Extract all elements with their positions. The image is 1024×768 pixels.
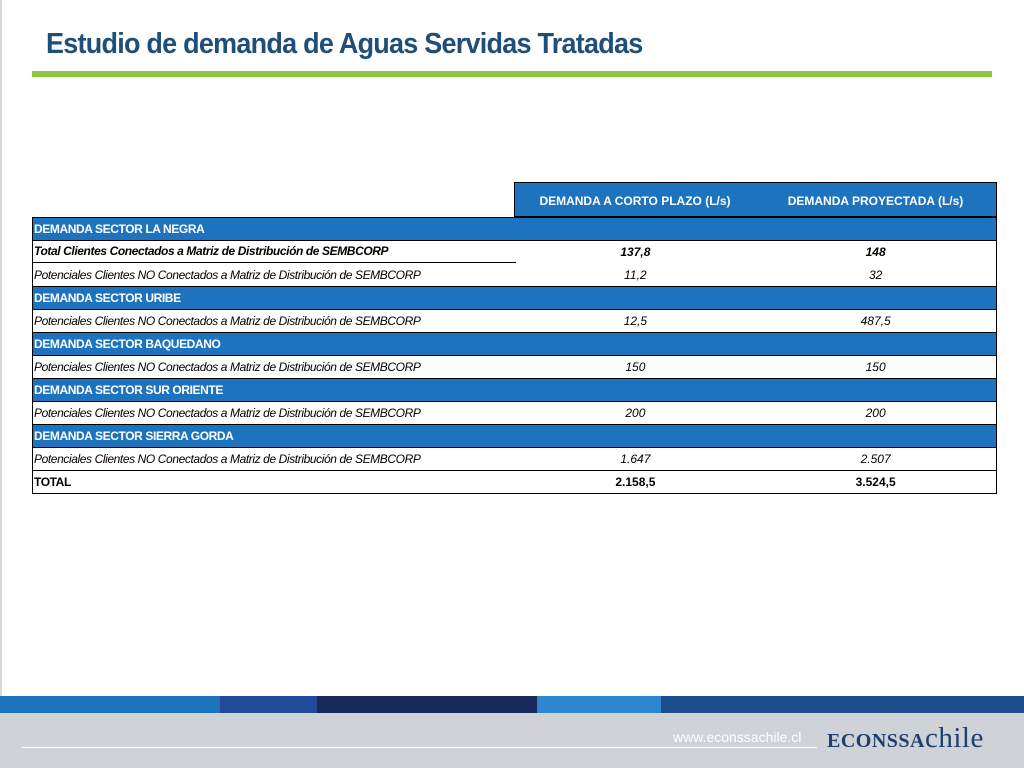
projected-value: 150 <box>865 360 886 374</box>
section-row-la-negra <box>33 217 996 240</box>
title-underline <box>32 71 992 77</box>
short-term-value: 137,8 <box>620 245 651 259</box>
section-row-baquedano <box>33 332 996 355</box>
slide-title: Estudio de demanda de Aguas Servidas Tratadas <box>46 28 643 60</box>
website-link[interactable]: www.econssachile.cl <box>673 729 802 745</box>
row-label: Potenciales Clientes NO Conectados a Matriz de Distribución de SEMBCORP <box>34 406 421 420</box>
projected-value: 148 <box>865 245 886 259</box>
short-term-total: 2.158,5 <box>615 475 656 489</box>
slide-left-edge <box>0 0 2 700</box>
footer-stripe <box>0 696 220 713</box>
table-row <box>33 401 996 424</box>
short-term-value: 200 <box>625 406 646 420</box>
table-row <box>33 240 996 263</box>
projected-total: 3.524,5 <box>855 475 896 489</box>
table-row <box>33 447 996 470</box>
row-label: Potenciales Clientes NO Conectados a Matriz de Distribución de SEMBCORP <box>34 314 421 328</box>
row-label: Total Clientes Conectados a Matriz de Distribución de SEMBCORP <box>33 241 516 263</box>
projected-value: 32 <box>868 268 883 282</box>
row-label: Potenciales Clientes NO Conectados a Matriz de Distribución de SEMBCORP <box>34 360 421 374</box>
table-row <box>33 309 996 332</box>
projected-value: 200 <box>865 406 886 420</box>
footer-divider <box>22 747 817 748</box>
row-label: TOTAL <box>34 475 71 489</box>
header-short-term-demand: DEMANDA A CORTO PLAZO (L/s) <box>539 194 731 208</box>
table-row <box>33 355 996 378</box>
header-projected-demand: DEMANDA PROYECTADA (L/s) <box>787 194 964 208</box>
row-label: DEMANDA SECTOR SIERRA GORDA <box>34 429 234 443</box>
row-label: DEMANDA SECTOR SUR ORIENTE <box>34 383 223 397</box>
section-row-sierra-gorda <box>33 424 996 447</box>
table-row <box>33 263 996 286</box>
section-row-sur-oriente <box>33 378 996 401</box>
row-label: Potenciales Clientes NO Conectados a Matriz de Distribución de SEMBCORP <box>34 268 421 282</box>
logo-word-chile: chile <box>924 722 984 754</box>
footer-stripe <box>537 696 661 713</box>
footer-stripe <box>220 696 317 713</box>
demand-table <box>32 182 997 494</box>
econssa-logo <box>827 722 984 755</box>
short-term-value: 150 <box>625 360 646 374</box>
short-term-value: 1.647 <box>620 452 651 466</box>
short-term-value: 11,2 <box>624 268 647 282</box>
table-body <box>32 217 997 494</box>
short-term-value: 12,5 <box>623 314 648 328</box>
section-row-uribe <box>33 286 996 309</box>
total-row <box>33 470 996 493</box>
table-header-box <box>514 182 997 217</box>
logo-word-econssa: ECONSSA <box>827 730 925 752</box>
projected-value: 487,5 <box>860 314 891 328</box>
table-header-row <box>32 182 997 217</box>
footer-stripe <box>317 696 537 713</box>
projected-value: 2.507 <box>860 452 891 466</box>
row-label: DEMANDA SECTOR BAQUEDANO <box>34 337 221 351</box>
footer-stripe <box>661 696 1024 713</box>
row-label: DEMANDA SECTOR URIBE <box>34 291 181 305</box>
row-label: Potenciales Clientes NO Conectados a Matriz de Distribución de SEMBCORP <box>34 452 421 466</box>
row-label: DEMANDA SECTOR LA NEGRA <box>34 222 205 236</box>
footer-color-stripes <box>0 696 1024 713</box>
